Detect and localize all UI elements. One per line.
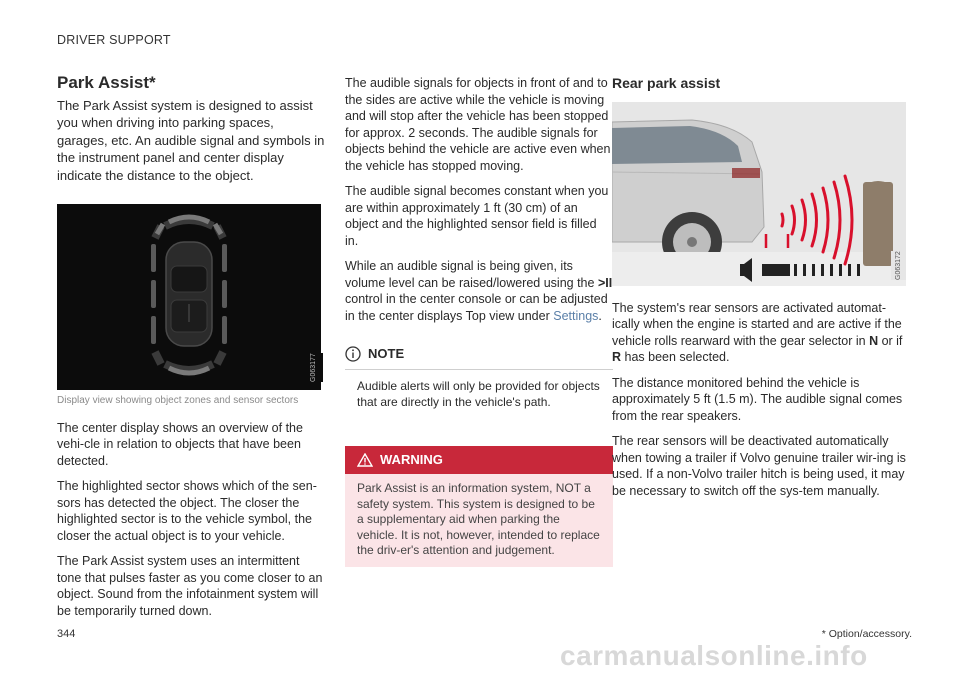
paragraph: The center display shows an overview of the vehi-cle in relation to objects that have been detected. <box>57 420 303 468</box>
top-view-illustration <box>57 204 321 390</box>
figure-code: G063172 <box>891 251 906 280</box>
text: The system's rear sensors are activated automat-ically when the engine is started and are active if the vehicle rolls rearward with the gear selector in <box>612 300 902 348</box>
column-audible-signals <box>345 75 613 567</box>
column-rear-park-assist <box>612 75 909 508</box>
page-title: Park Assist* <box>57 73 156 92</box>
paragraph: The highlighted sector shows which of the sen-sors has detected the object. The closer the highlighted sector is to the vehicle symbol, the closer the actual object is to your vehicle. <box>57 479 317 543</box>
note-title: NOTE <box>368 346 405 361</box>
note-header <box>345 346 613 370</box>
text: has been selected. <box>621 350 730 364</box>
gear-r: R <box>612 350 622 364</box>
column-park-assist <box>57 75 325 628</box>
text: . <box>598 308 602 323</box>
rear-park-assist-figure <box>612 102 906 286</box>
paragraph-volume <box>345 258 613 324</box>
paragraph: The audible signal becomes constant when you are within approximately 1 ft (30 cm) of an object and the highlighted sensor field is filled in. <box>345 184 609 248</box>
figure-caption: Display view showing object zones and sensor sectors <box>57 395 299 406</box>
intro-paragraph: The Park Assist system is designed to assist you when driving into parking spaces, garages, etc. An audible signal and symbols in the instrument panel and center display indicate the distance to the object. <box>57 97 325 183</box>
note-box <box>345 346 613 416</box>
page-number: 344 <box>57 628 76 640</box>
paragraph: The distance monitored behind the vehicle is approximately 5 ft (1.5 m). The audible signal comes from the rear speakers. <box>612 375 903 423</box>
paragraph: The Park Assist system uses an intermittent tone that pulses faster as you come closer to an object. Sound from the infotainment system will be temporarily turned down. <box>57 554 323 618</box>
settings-link[interactable]: Settings <box>553 308 599 323</box>
warning-body: Park Assist is an information system, NOT a safety system. This system is designed to be a supplementary aid when parking the vehicle. It is not, however, intended to replace the driv-er's attention and judgement. <box>345 474 613 567</box>
paragraph-gear <box>612 300 909 366</box>
text: While an audible signal is being given, its volume level can be raised/lowered using the <box>345 259 598 290</box>
section-header: DRIVER SUPPORT <box>57 33 171 47</box>
control-label: >II <box>597 275 613 290</box>
warning-box <box>345 446 613 567</box>
figure-code: G063177 <box>306 353 323 382</box>
note-body: Audible alerts will only be provided for objects that are directly in the vehicle's path. <box>357 378 600 409</box>
footnote: * Option/accessory. <box>821 628 912 640</box>
section-title: Rear park assist <box>612 75 721 91</box>
info-icon <box>345 346 361 362</box>
text: control in the center console or can be adjusted in the center displays Top view under <box>345 292 608 323</box>
warning-title: WARNING <box>380 451 443 467</box>
display-view-figure <box>57 204 321 390</box>
paragraph: The rear sensors will be deactivated automatically when towing a trailer if Volvo genuine trailer wir-ing is used. If a non-Volvo trailer hitch is being used, it may be necessary to switch off the sys-tem manually. <box>612 434 906 498</box>
warning-header <box>345 446 613 475</box>
rear-sensor-illustration <box>612 102 906 286</box>
paragraph: The audible signals for objects in front of and to the sides are active while the vehicle is moving and will stop after the vehicle has been stopped for approx. 2 seconds. The audible signals for objects behind the vehicle are active even when the vehicle has stopped moving. <box>345 76 611 173</box>
gear-n: N <box>869 333 879 348</box>
warning-triangle-icon <box>357 453 373 467</box>
text: or if <box>878 333 903 348</box>
watermark: carmanualsonline.info <box>560 640 868 671</box>
